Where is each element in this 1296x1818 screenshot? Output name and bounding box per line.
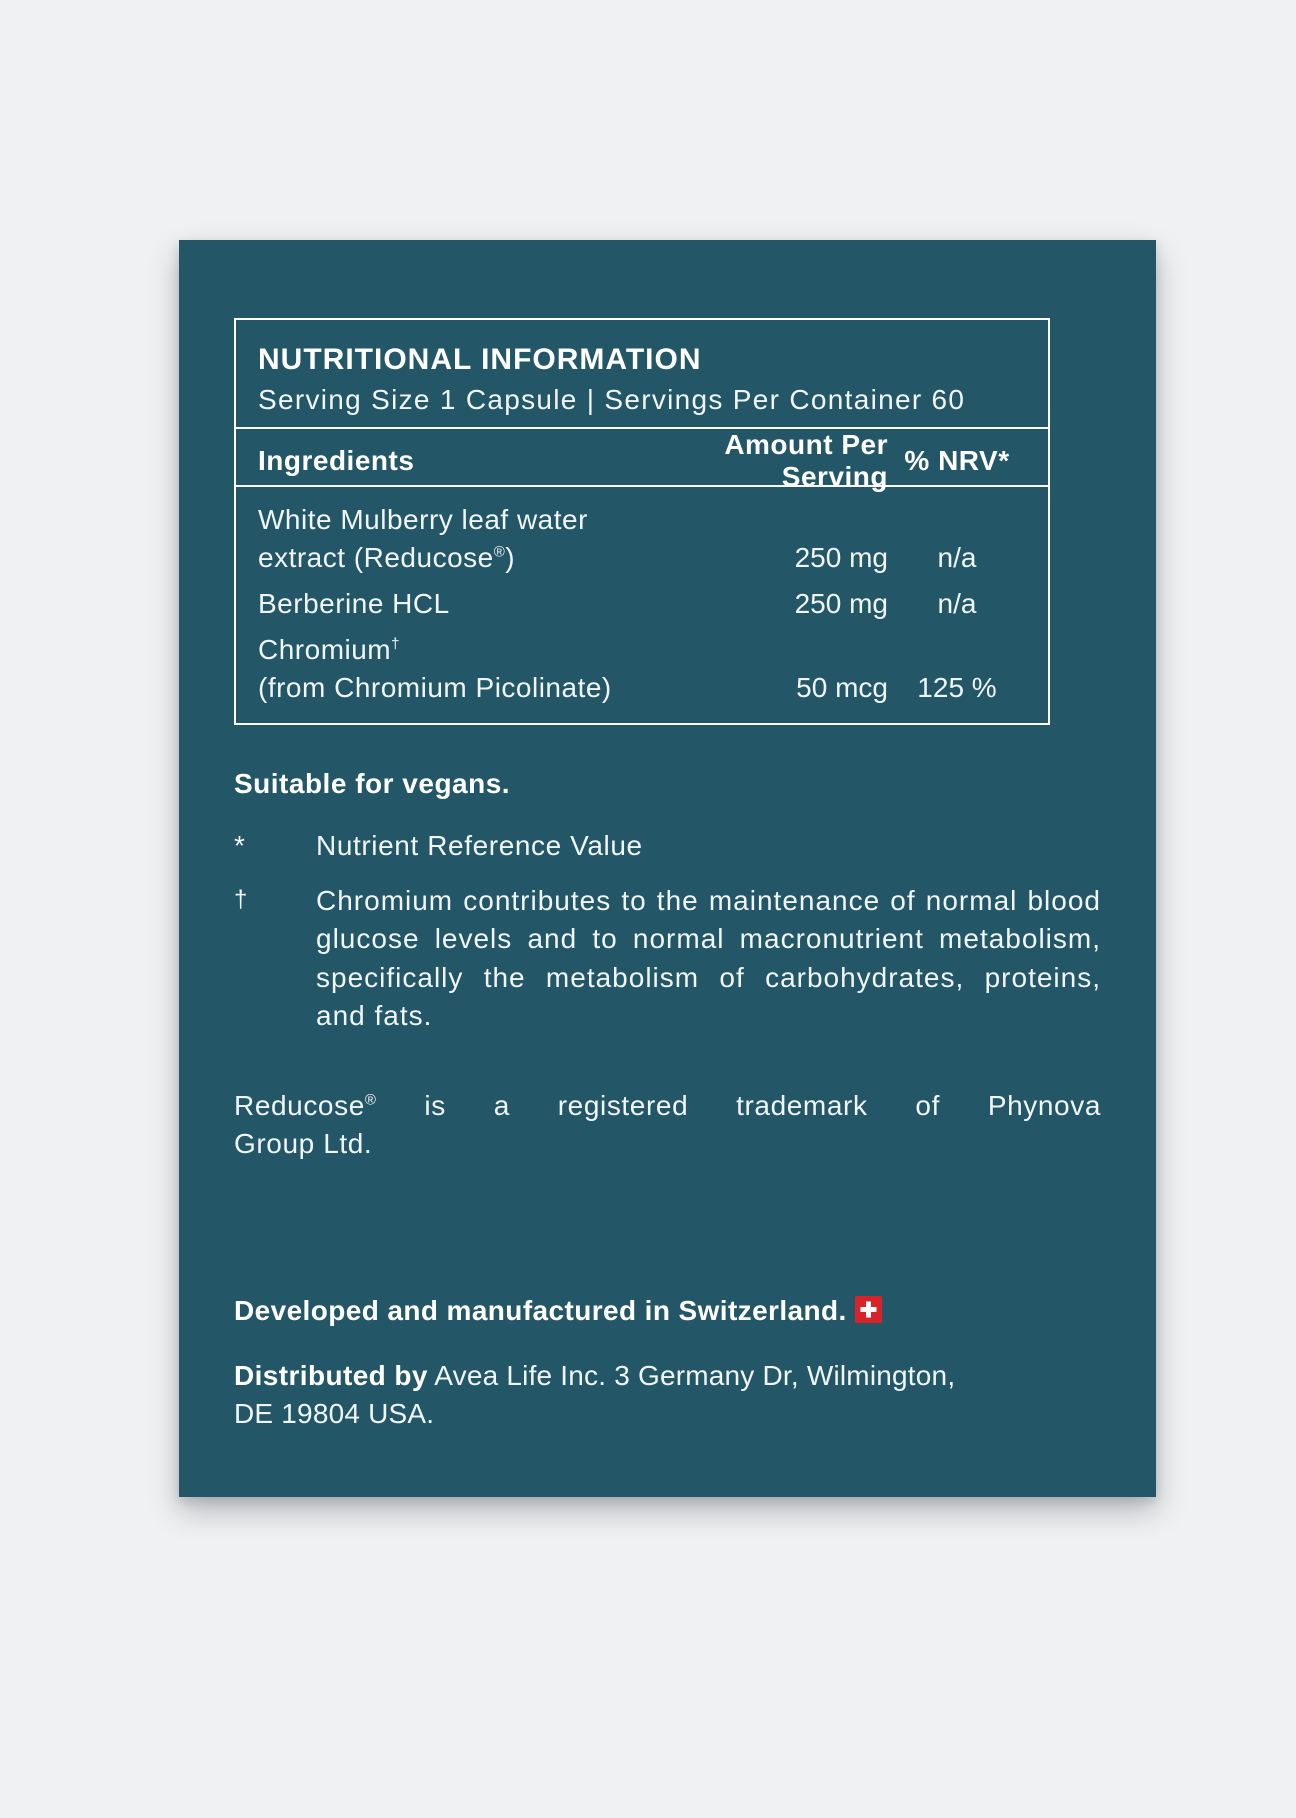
table-row: [258, 501, 1026, 577]
dagger-footnote-symbol: †: [391, 635, 400, 653]
nrv-value: 125 %: [917, 672, 997, 703]
amount-value: 250 mg: [794, 588, 888, 619]
ingredient-name: Berberine HCL: [258, 588, 450, 619]
column-header-amount: Amount Per Serving: [724, 429, 888, 492]
footnote-text: Chromium contributes to the maintenance of normal blood glucose levels and to normal macronutrient metabolism, specifically the metabolism of carbohydrates, proteins, and fats.: [316, 884, 1101, 1031]
table-row: [258, 631, 1026, 707]
origin-note: Developed and manufactured in Switzerland.: [234, 1294, 1101, 1328]
distributor-address: Avea Life Inc. 3 Germany Dr, Wilmington, DE 19804 USA.: [234, 1359, 956, 1429]
footnote-nrv: [234, 827, 1101, 866]
ingredient-name: Chromium† (from Chromium Picolinate): [258, 634, 612, 703]
table-column-headers: [236, 427, 1048, 492]
footnote-text: Nutrient Reference Value: [316, 830, 643, 861]
column-header-ingredients: Ingredients: [258, 445, 415, 476]
footnote-marker: *: [234, 830, 246, 861]
nrv-value: n/a: [937, 588, 977, 619]
footnote-marker: †: [234, 885, 248, 913]
nrv-value: n/a: [937, 542, 977, 573]
column-header-nrv: % NRV*: [904, 445, 1010, 476]
amount-value: 50 mcg: [796, 672, 888, 703]
distributor-label: Distributed by: [234, 1359, 428, 1391]
trademark-note: Reducose® is a registered trademark of Phynova Group Ltd.: [234, 1089, 1101, 1159]
table-title-block: [236, 320, 1048, 427]
table-row: [258, 585, 1026, 623]
amount-value: 250 mg: [794, 542, 888, 573]
vegan-note: Suitable for vegans.: [234, 768, 511, 799]
ingredient-name: White Mulberry leaf water extract (Reducose®): [258, 504, 588, 573]
registered-trademark-symbol: ®: [493, 543, 506, 561]
label-card: [179, 240, 1156, 1497]
swiss-flag-icon: [855, 1296, 882, 1323]
registered-trademark-symbol: ®: [364, 1091, 377, 1109]
table-title: NUTRITIONAL INFORMATION: [258, 343, 702, 376]
nutrition-table: [234, 318, 1050, 725]
serving-info: Serving Size 1 Capsule | Servings Per Container 60: [258, 384, 966, 415]
distribution-note: [234, 1357, 979, 1434]
footnote-chromium: [234, 882, 1101, 1036]
table-body: [236, 485, 1048, 723]
